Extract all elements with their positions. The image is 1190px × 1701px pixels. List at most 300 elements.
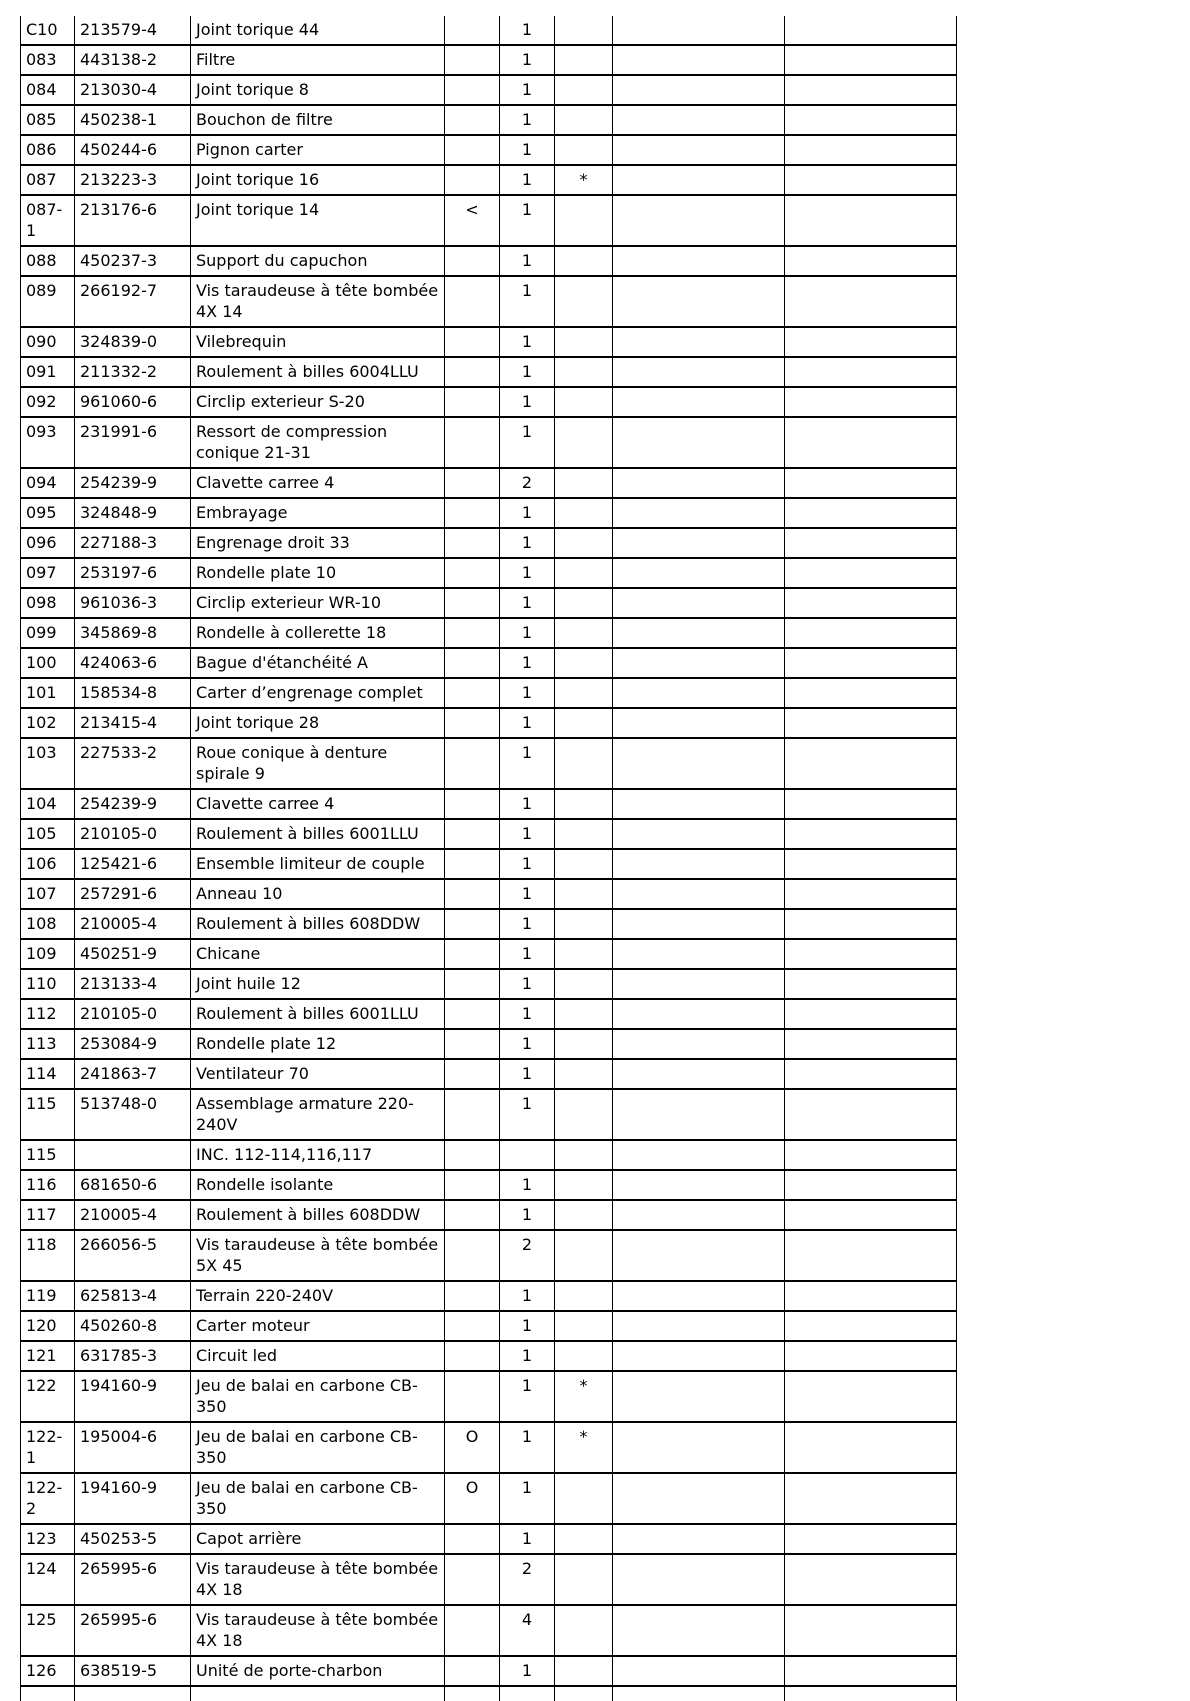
note-cell	[555, 1656, 613, 1686]
blank-cell	[785, 999, 957, 1029]
blank-cell	[613, 939, 785, 969]
blank-cell	[785, 678, 957, 708]
ref-number-cell: 085	[21, 105, 75, 135]
blank-cell	[613, 1422, 785, 1473]
description-cell: Rondelle plate 10	[191, 558, 445, 588]
blank-cell	[613, 678, 785, 708]
ref-number-cell: 087	[21, 165, 75, 195]
blank-cell	[500, 1686, 555, 1701]
ref-number-cell: 086	[21, 135, 75, 165]
table-row	[21, 618, 957, 648]
part-number-cell: 213415-4	[75, 708, 191, 738]
flag-cell	[445, 1059, 500, 1089]
flag-cell	[445, 819, 500, 849]
blank-cell	[785, 1029, 957, 1059]
blank-cell	[613, 618, 785, 648]
description-cell: Filtre	[191, 45, 445, 75]
note-cell	[555, 1200, 613, 1230]
flag-cell	[445, 468, 500, 498]
table-row	[21, 588, 957, 618]
blank-cell	[785, 738, 957, 789]
part-number-cell: 195004-6	[75, 1422, 191, 1473]
ref-number-cell: 101	[21, 678, 75, 708]
part-number-cell: 450251-9	[75, 939, 191, 969]
ref-number-cell: 119	[21, 1281, 75, 1311]
ref-number-cell: 107	[21, 879, 75, 909]
quantity-cell: 1	[500, 969, 555, 999]
ref-number-cell: 114	[21, 1059, 75, 1089]
blank-cell	[785, 387, 957, 417]
ref-number-cell: 096	[21, 528, 75, 558]
quantity-cell: 1	[500, 1089, 555, 1140]
table-row	[21, 819, 957, 849]
blank-cell	[613, 738, 785, 789]
quantity-cell: 1	[500, 1311, 555, 1341]
blank-cell	[613, 1311, 785, 1341]
note-cell	[555, 1605, 613, 1656]
blank-cell	[785, 1089, 957, 1140]
flag-cell	[445, 1170, 500, 1200]
table-row	[21, 45, 957, 75]
flag-cell	[445, 1140, 500, 1170]
flag-cell	[445, 1029, 500, 1059]
ref-number-cell: 102	[21, 708, 75, 738]
quantity-cell: 1	[500, 528, 555, 558]
part-number-cell: 213579-4	[75, 16, 191, 45]
table-row	[21, 1170, 957, 1200]
quantity-cell: 1	[500, 819, 555, 849]
description-cell: Clavette carree 4	[191, 468, 445, 498]
part-number-cell: 213223-3	[75, 165, 191, 195]
quantity-cell: 1	[500, 1170, 555, 1200]
flag-cell	[445, 45, 500, 75]
ref-number-cell: 115	[21, 1140, 75, 1170]
blank-cell	[613, 1230, 785, 1281]
quantity-cell: 1	[500, 738, 555, 789]
flag-cell	[445, 999, 500, 1029]
note-cell	[555, 1524, 613, 1554]
table-row	[21, 879, 957, 909]
description-cell: Ensemble limiteur de couple	[191, 849, 445, 879]
blank-cell	[785, 1200, 957, 1230]
description-cell: Rondelle isolante	[191, 1170, 445, 1200]
description-cell: INC. 112-114,116,117	[191, 1140, 445, 1170]
flag-cell	[445, 75, 500, 105]
blank-cell	[785, 648, 957, 678]
flag-cell	[445, 588, 500, 618]
flag-cell: <	[445, 195, 500, 246]
note-cell	[555, 1140, 613, 1170]
description-cell: Jeu de balai en carbone CB-350	[191, 1422, 445, 1473]
part-number-cell: 254239-9	[75, 789, 191, 819]
part-number-cell: 125421-6	[75, 849, 191, 879]
quantity-cell: 2	[500, 468, 555, 498]
blank-cell	[785, 135, 957, 165]
flag-cell	[445, 969, 500, 999]
continuation-row	[21, 1686, 957, 1701]
table-row	[21, 498, 957, 528]
flag-cell	[445, 1341, 500, 1371]
blank-cell	[613, 528, 785, 558]
part-number-cell: 265995-6	[75, 1554, 191, 1605]
ref-number-cell: 094	[21, 468, 75, 498]
blank-cell	[613, 75, 785, 105]
blank-cell	[21, 1686, 75, 1701]
flag-cell	[445, 1281, 500, 1311]
blank-cell	[613, 105, 785, 135]
quantity-cell: 1	[500, 1281, 555, 1311]
table-row	[21, 708, 957, 738]
description-cell: Terrain 220-240V	[191, 1281, 445, 1311]
description-cell: Roulement à billes 608DDW	[191, 909, 445, 939]
flag-cell	[445, 1656, 500, 1686]
blank-cell	[785, 45, 957, 75]
ref-number-cell: 118	[21, 1230, 75, 1281]
blank-cell	[613, 246, 785, 276]
quantity-cell: 2	[500, 1230, 555, 1281]
description-cell: Jeu de balai en carbone CB-350	[191, 1473, 445, 1524]
description-cell: Circlip exterieur WR-10	[191, 588, 445, 618]
flag-cell	[445, 1230, 500, 1281]
blank-cell	[613, 558, 785, 588]
flag-cell	[445, 246, 500, 276]
flag-cell: O	[445, 1473, 500, 1524]
blank-cell	[785, 879, 957, 909]
blank-cell	[613, 648, 785, 678]
blank-cell	[785, 1230, 957, 1281]
note-cell	[555, 417, 613, 468]
blank-cell	[785, 1656, 957, 1686]
flag-cell	[445, 1554, 500, 1605]
flag-cell	[445, 276, 500, 327]
blank-cell	[613, 1200, 785, 1230]
table-row	[21, 1059, 957, 1089]
note-cell	[555, 195, 613, 246]
ref-number-cell: 105	[21, 819, 75, 849]
blank-cell	[613, 16, 785, 45]
part-number-cell: 194160-9	[75, 1371, 191, 1422]
part-number-cell: 158534-8	[75, 678, 191, 708]
description-cell: Vilebrequin	[191, 327, 445, 357]
blank-cell	[613, 1089, 785, 1140]
part-number-cell: 231991-6	[75, 417, 191, 468]
note-cell: *	[555, 165, 613, 195]
quantity-cell: 1	[500, 1422, 555, 1473]
table-row	[21, 387, 957, 417]
note-cell	[555, 879, 613, 909]
ref-number-cell: 095	[21, 498, 75, 528]
flag-cell	[445, 738, 500, 789]
description-cell: Carter moteur	[191, 1311, 445, 1341]
blank-cell	[785, 1686, 957, 1701]
quantity-cell: 1	[500, 558, 555, 588]
part-number-cell: 213133-4	[75, 969, 191, 999]
blank-cell	[613, 708, 785, 738]
parts-table-body	[21, 16, 957, 1701]
blank-cell	[785, 1554, 957, 1605]
description-cell: Pignon carter	[191, 135, 445, 165]
ref-number-cell: 092	[21, 387, 75, 417]
table-row	[21, 939, 957, 969]
quantity-cell: 1	[500, 849, 555, 879]
description-cell: Rondelle plate 12	[191, 1029, 445, 1059]
note-cell	[555, 1170, 613, 1200]
ref-number-cell: C10	[21, 16, 75, 45]
blank-cell	[785, 1371, 957, 1422]
table-row	[21, 1473, 957, 1524]
note-cell	[555, 708, 613, 738]
description-cell: Roulement à billes 6001LLU	[191, 999, 445, 1029]
table-row	[21, 849, 957, 879]
table-row	[21, 678, 957, 708]
note-cell	[555, 1473, 613, 1524]
table-row	[21, 528, 957, 558]
ref-number-cell: 083	[21, 45, 75, 75]
description-cell: Vis taraudeuse à tête bombée 4X 14	[191, 276, 445, 327]
note-cell	[555, 969, 613, 999]
table-row	[21, 1656, 957, 1686]
blank-cell	[785, 327, 957, 357]
flag-cell	[445, 1605, 500, 1656]
table-row	[21, 1371, 957, 1422]
table-row	[21, 16, 957, 45]
part-number-cell: 266192-7	[75, 276, 191, 327]
description-cell: Joint torique 16	[191, 165, 445, 195]
quantity-cell: 1	[500, 1371, 555, 1422]
part-number-cell: 213030-4	[75, 75, 191, 105]
quantity-cell: 1	[500, 1029, 555, 1059]
table-row	[21, 1524, 957, 1554]
blank-cell	[613, 1059, 785, 1089]
blank-cell	[785, 528, 957, 558]
description-cell: Circlip exterieur S-20	[191, 387, 445, 417]
quantity-cell: 1	[500, 387, 555, 417]
description-cell: Support du capuchon	[191, 246, 445, 276]
part-number-cell: 450244-6	[75, 135, 191, 165]
description-cell: Roue conique à denture spirale 9	[191, 738, 445, 789]
ref-number-cell: 098	[21, 588, 75, 618]
blank-cell	[785, 1605, 957, 1656]
blank-cell	[613, 1170, 785, 1200]
ref-number-cell: 121	[21, 1341, 75, 1371]
blank-cell	[785, 417, 957, 468]
description-cell: Anneau 10	[191, 879, 445, 909]
blank-cell	[613, 1656, 785, 1686]
note-cell	[555, 1311, 613, 1341]
part-number-cell: 265995-6	[75, 1605, 191, 1656]
table-row	[21, 468, 957, 498]
table-row	[21, 999, 957, 1029]
note-cell	[555, 588, 613, 618]
table-row	[21, 1341, 957, 1371]
part-number-cell: 450237-3	[75, 246, 191, 276]
quantity-cell: 1	[500, 1059, 555, 1089]
blank-cell	[613, 1524, 785, 1554]
ref-number-cell: 122-1	[21, 1422, 75, 1473]
description-cell: Roulement à billes 6004LLU	[191, 357, 445, 387]
description-cell: Embrayage	[191, 498, 445, 528]
blank-cell	[613, 357, 785, 387]
blank-cell	[785, 558, 957, 588]
flag-cell	[445, 708, 500, 738]
part-number-cell: 266056-5	[75, 1230, 191, 1281]
blank-cell	[613, 135, 785, 165]
quantity-cell: 1	[500, 246, 555, 276]
note-cell	[555, 1029, 613, 1059]
description-cell: Ventilateur 70	[191, 1059, 445, 1089]
quantity-cell: 1	[500, 276, 555, 327]
quantity-cell: 1	[500, 135, 555, 165]
flag-cell	[445, 1089, 500, 1140]
note-cell	[555, 105, 613, 135]
part-number-cell: 210105-0	[75, 999, 191, 1029]
part-number-cell: 681650-6	[75, 1170, 191, 1200]
note-cell	[555, 738, 613, 789]
part-number-cell: 227188-3	[75, 528, 191, 558]
ref-number-cell: 091	[21, 357, 75, 387]
blank-cell	[613, 1605, 785, 1656]
ref-number-cell: 093	[21, 417, 75, 468]
quantity-cell: 1	[500, 1341, 555, 1371]
quantity-cell: 1	[500, 195, 555, 246]
part-number-cell: 210005-4	[75, 1200, 191, 1230]
parts-table	[20, 16, 957, 1701]
part-number-cell: 241863-7	[75, 1059, 191, 1089]
table-row	[21, 969, 957, 999]
flag-cell: O	[445, 1422, 500, 1473]
table-row	[21, 738, 957, 789]
table-row	[21, 135, 957, 165]
part-number-cell: 211332-2	[75, 357, 191, 387]
ref-number-cell: 112	[21, 999, 75, 1029]
table-row	[21, 1089, 957, 1140]
blank-cell	[785, 16, 957, 45]
table-row	[21, 1422, 957, 1473]
part-number-cell: 513748-0	[75, 1089, 191, 1140]
part-number-cell: 253197-6	[75, 558, 191, 588]
quantity-cell: 1	[500, 357, 555, 387]
note-cell	[555, 16, 613, 45]
blank-cell	[785, 588, 957, 618]
description-cell: Roulement à billes 608DDW	[191, 1200, 445, 1230]
table-row	[21, 246, 957, 276]
flag-cell	[445, 558, 500, 588]
note-cell	[555, 327, 613, 357]
blank-cell	[785, 1140, 957, 1170]
note-cell	[555, 819, 613, 849]
blank-cell	[613, 1281, 785, 1311]
blank-cell	[785, 708, 957, 738]
ref-number-cell: 100	[21, 648, 75, 678]
part-number-cell: 625813-4	[75, 1281, 191, 1311]
flag-cell	[445, 528, 500, 558]
flag-cell	[445, 357, 500, 387]
note-cell	[555, 678, 613, 708]
part-number-cell: 257291-6	[75, 879, 191, 909]
quantity-cell: 1	[500, 105, 555, 135]
description-cell: Roulement à billes 6001LLU	[191, 819, 445, 849]
flag-cell	[445, 789, 500, 819]
table-row	[21, 1029, 957, 1059]
description-cell: Chicane	[191, 939, 445, 969]
note-cell	[555, 999, 613, 1029]
note-cell	[555, 498, 613, 528]
part-number-cell: 194160-9	[75, 1473, 191, 1524]
table-row	[21, 1311, 957, 1341]
part-number-cell: 210105-0	[75, 819, 191, 849]
ref-number-cell: 104	[21, 789, 75, 819]
quantity-cell: 1	[500, 648, 555, 678]
description-cell: Joint torique 14	[191, 195, 445, 246]
description-cell: Circuit led	[191, 1341, 445, 1371]
blank-cell	[613, 498, 785, 528]
flag-cell	[445, 618, 500, 648]
table-row	[21, 417, 957, 468]
part-number-cell: 961060-6	[75, 387, 191, 417]
description-cell: Ressort de compression conique 21-31	[191, 417, 445, 468]
ref-number-cell: 113	[21, 1029, 75, 1059]
blank-cell	[613, 1554, 785, 1605]
quantity-cell: 4	[500, 1605, 555, 1656]
ref-number-cell: 122	[21, 1371, 75, 1422]
note-cell	[555, 1554, 613, 1605]
ref-number-cell: 108	[21, 909, 75, 939]
note-cell	[555, 468, 613, 498]
blank-cell	[613, 327, 785, 357]
blank-cell	[785, 1281, 957, 1311]
blank-cell	[785, 468, 957, 498]
description-cell: Clavette carree 4	[191, 789, 445, 819]
part-number-cell: 961036-3	[75, 588, 191, 618]
quantity-cell: 1	[500, 909, 555, 939]
ref-number-cell: 106	[21, 849, 75, 879]
note-cell	[555, 75, 613, 105]
note-cell	[555, 135, 613, 165]
table-row	[21, 165, 957, 195]
part-number-cell: 450253-5	[75, 1524, 191, 1554]
blank-cell	[785, 1473, 957, 1524]
flag-cell	[445, 498, 500, 528]
quantity-cell: 1	[500, 1200, 555, 1230]
quantity-cell: 1	[500, 75, 555, 105]
blank-cell	[785, 1341, 957, 1371]
note-cell	[555, 387, 613, 417]
description-cell: Capot arrière	[191, 1524, 445, 1554]
note-cell	[555, 939, 613, 969]
table-row	[21, 1605, 957, 1656]
blank-cell	[613, 417, 785, 468]
ref-number-cell: 120	[21, 1311, 75, 1341]
quantity-cell: 1	[500, 879, 555, 909]
ref-number-cell: 110	[21, 969, 75, 999]
description-cell: Assemblage armature 220-240V	[191, 1089, 445, 1140]
note-cell	[555, 276, 613, 327]
description-cell: Vis taraudeuse à tête bombée 4X 18	[191, 1605, 445, 1656]
blank-cell	[613, 588, 785, 618]
quantity-cell: 1	[500, 165, 555, 195]
note-cell	[555, 1059, 613, 1089]
description-cell: Joint torique 28	[191, 708, 445, 738]
table-row	[21, 648, 957, 678]
ref-number-cell: 087-1	[21, 195, 75, 246]
note-cell	[555, 789, 613, 819]
blank-cell	[785, 1524, 957, 1554]
flag-cell	[445, 1311, 500, 1341]
quantity-cell: 2	[500, 1554, 555, 1605]
blank-cell	[613, 468, 785, 498]
quantity-cell: 1	[500, 789, 555, 819]
flag-cell	[445, 135, 500, 165]
